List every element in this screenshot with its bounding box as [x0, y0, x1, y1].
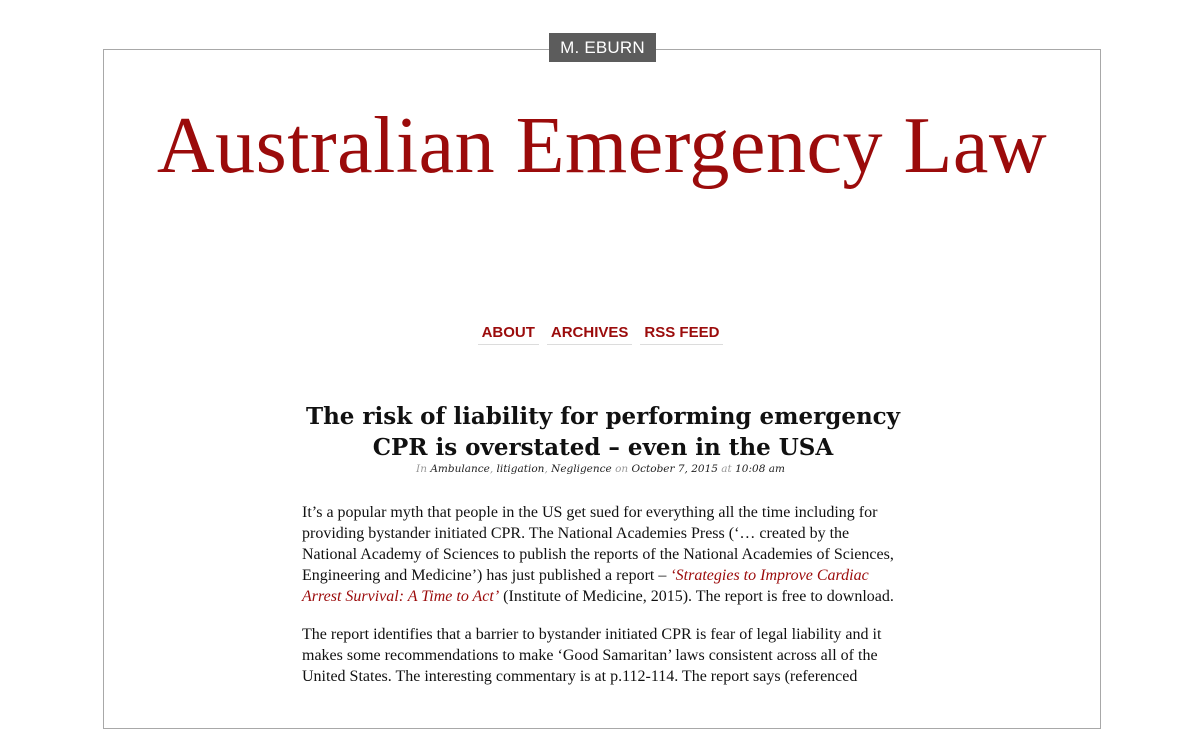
post-paragraph	[302, 502, 908, 607]
category-link-ambulance[interactable]: Ambulance	[430, 463, 490, 475]
meta-on-label: on	[615, 463, 629, 475]
post-paragraph: The report identifies that a barrier to bystander initiated CPR is fear of legal liability and it makes some recommendations to make ‘Good Samaritan’ laws consistent across all of the United States. The interesting commentary is at p.112-114. The report says (referenced	[302, 626, 882, 685]
post-title[interactable]: The risk of liability for performing emergency CPR is overstated – even in the USA	[305, 403, 901, 461]
post-date: October 7, 2015	[631, 463, 718, 475]
meta-at-label: at	[721, 463, 732, 475]
meta-separator: ,	[544, 463, 552, 475]
meta-separator: ,	[489, 463, 497, 475]
nav-rss-feed-link[interactable]: RSS FEED	[640, 323, 723, 345]
paragraph-text: (Institute of Medicine, 2015). The report is free to download.	[499, 588, 894, 605]
author-badge[interactable]: M. EBURN	[549, 33, 656, 62]
category-link-negligence[interactable]: Negligence	[551, 463, 612, 475]
nav-archives-link[interactable]: ARCHIVES	[547, 323, 633, 345]
post-time: 10:08 am	[735, 463, 785, 475]
report-link[interactable]: ‘Strategies to Improve Cardiac Arrest Survival: A Time to Act’	[302, 567, 869, 605]
paragraph-text: It’s a popular myth that people in the US get sued for everything all the time including for providing bystander initiated CPR. The National Academies Press (‘… created by the National Academy of Sciences to publish the reports of the National Academies of Sciences, Engineering and Medicine’) has just published a report –	[302, 504, 894, 584]
post-meta	[0, 463, 1201, 475]
main-nav	[0, 323, 1201, 345]
meta-in-label: In	[416, 463, 427, 475]
category-link-litigation[interactable]: litigation	[496, 463, 545, 475]
post-body	[302, 502, 908, 704]
site-title[interactable]: Australian Emergency Law	[156, 102, 1048, 190]
nav-about-link[interactable]: ABOUT	[478, 323, 539, 345]
